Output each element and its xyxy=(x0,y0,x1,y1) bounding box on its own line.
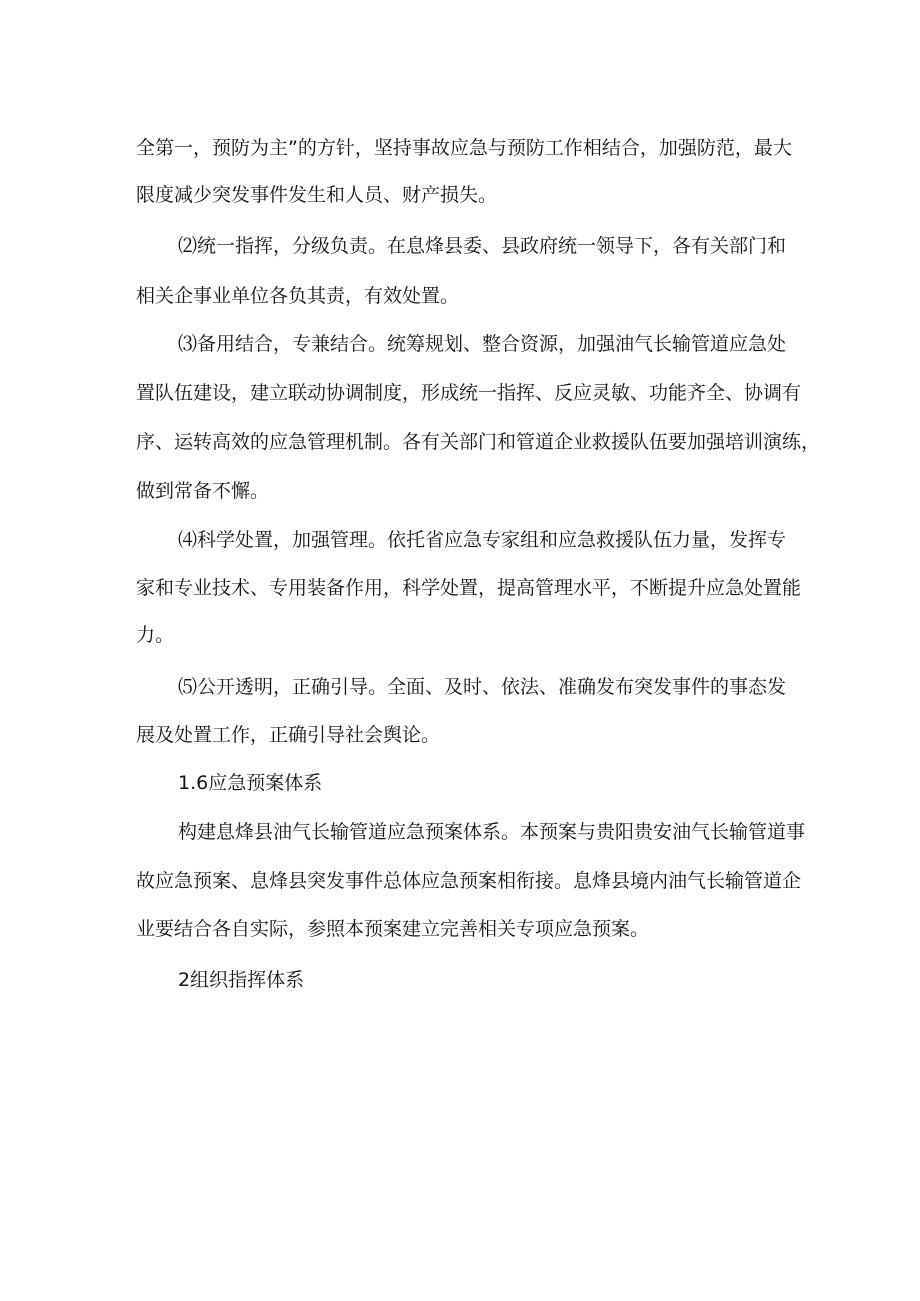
paragraph-line: ⑷科学处置，加强管理。依托省应急专家组和应急救援队伍力量，发挥专 xyxy=(178,529,787,551)
paragraph-line: 业要结合各自实际，参照本预案建立完善相关专项应急预案。 xyxy=(136,918,650,940)
paragraph-line: 力。 xyxy=(136,624,175,646)
paragraph-line: 故应急预案、息烽县突发事件总体应急预案相衔接。息烽县境内油气长输管道企 xyxy=(136,870,802,892)
paragraph-line: 置队伍建设，建立联动协调制度，形成统一指挥、反应灵敏、功能齐全、协调有 xyxy=(136,382,802,404)
paragraph-line: ⑸公开透明，正确引导。全面、及时、依法、准确发布突发事件的事态发 xyxy=(178,676,787,698)
paragraph-line: 全第一，预防为主”的方针，坚持事故应急与预防工作相结合，加强防范，最大 xyxy=(136,137,792,159)
section-heading: 2组织指挥体系 xyxy=(178,969,305,991)
paragraph-line: 序、运转高效的应急管理机制。各有关部门和管道企业救援队伍要加强培训演练， xyxy=(136,431,821,453)
paragraph-line: 构建息烽县油气长输管道应急预案体系。本预案与贵阳贵安油气长输管道事 xyxy=(178,821,806,843)
paragraph-line: ⑵统一指挥，分级负责。在息烽县委、县政府统一领导下，各有关部门和 xyxy=(178,235,787,257)
paragraph-line: ⑶备用结合，专兼结合。统筹规划、整合资源，加强油气长输管道应急处 xyxy=(178,333,787,355)
paragraph-line: 家和专业技术、专用装备作用，科学处置，提高管理水平，不断提升应急处置能 xyxy=(136,577,802,599)
paragraph-line: 展及处置工作，正确引导社会舆论。 xyxy=(136,724,441,746)
paragraph-line: 做到常备不懈。 xyxy=(136,480,270,502)
paragraph-line: 限度减少突发事件发生和人员、财产损失。 xyxy=(136,184,498,206)
section-heading: 1.6应急预案体系 xyxy=(178,772,323,794)
paragraph-line: 相关企事业单位各负其责，有效处置。 xyxy=(136,285,460,307)
